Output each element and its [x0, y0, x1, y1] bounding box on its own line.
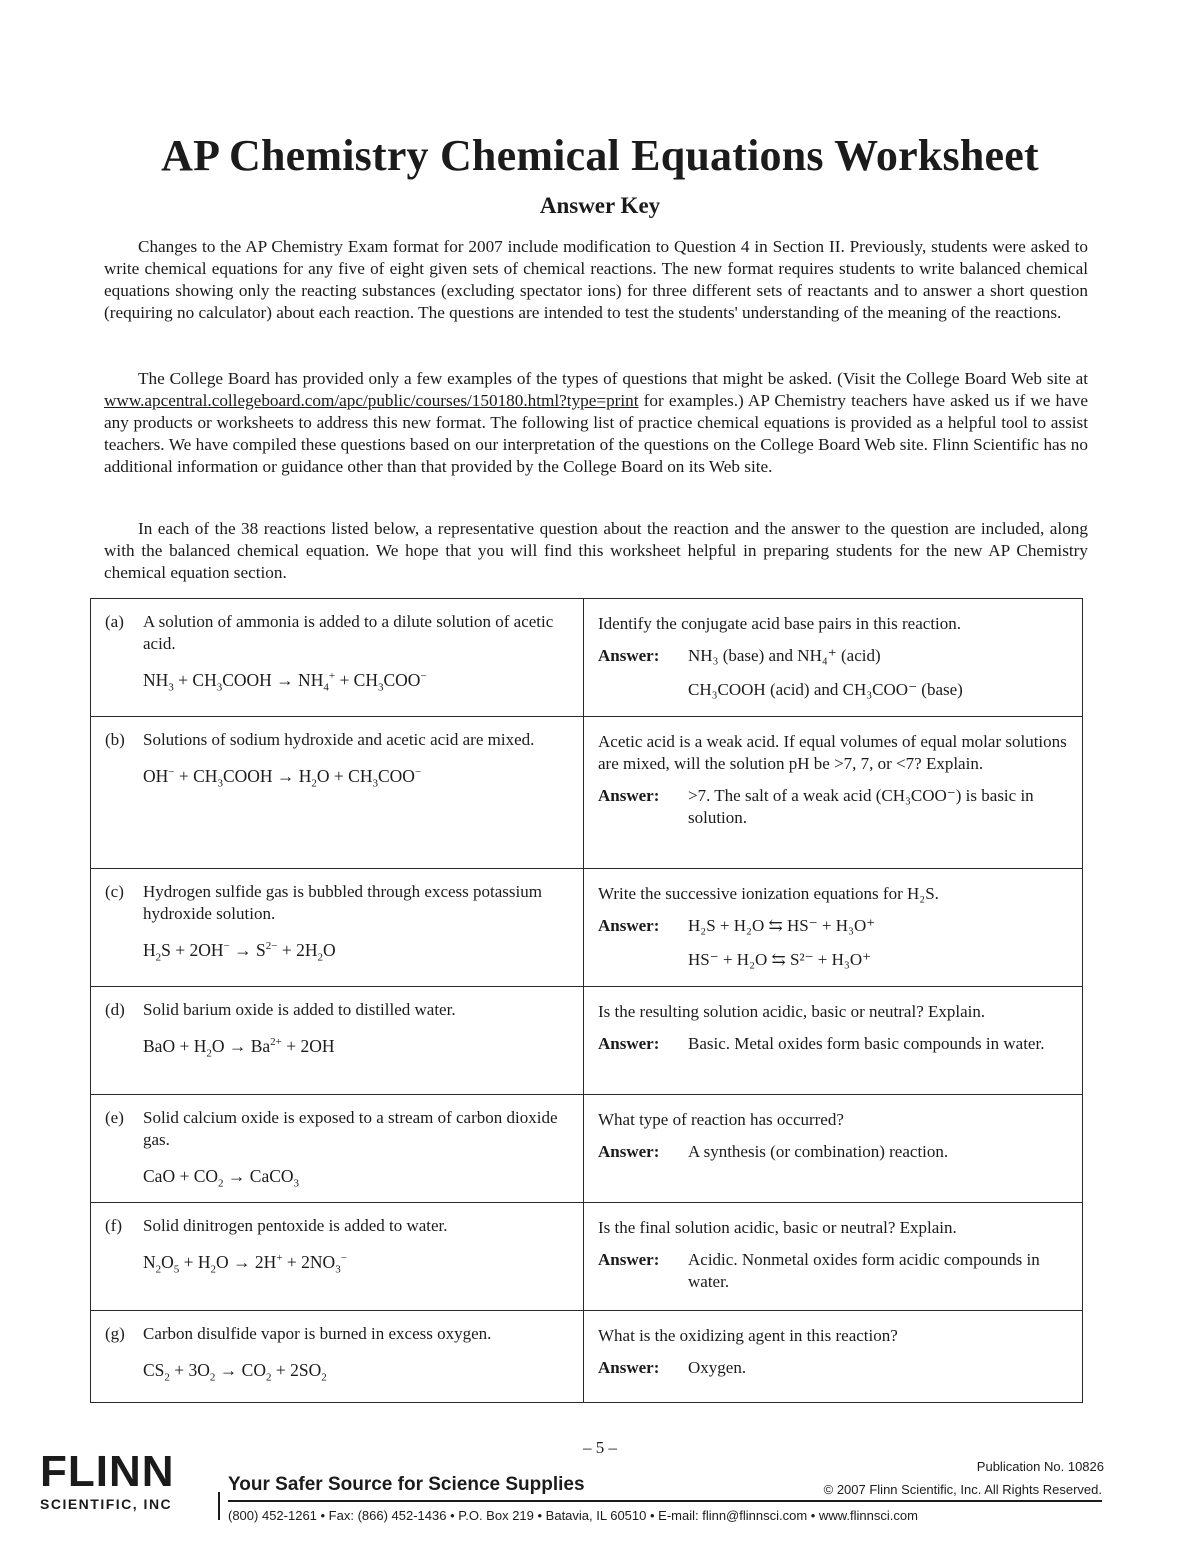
question-cell — [584, 869, 1083, 987]
reaction-cell — [91, 869, 584, 987]
reaction-letter: (f) — [105, 1216, 122, 1235]
question-cell — [584, 599, 1083, 717]
table-row — [91, 1203, 1083, 1311]
page-subtitle: Answer Key — [539, 193, 661, 218]
chemical-equation: $N_2O_5 + H_2O \to 2H^+ + 2NO_3^-$ — [143, 1252, 347, 1276]
intro-text-1: Changes to the AP Chemistry Exam format for 2007 include modification to Question 4 in Section II. Previously, students were asked to write chemical equations for any five of eight given sets of chemical reactions. The new format requires students to write balanced chemical equations showing only the reacting substances (excluding spectator ions) for three different sets of reactants and to answer a short question (requiring no calculator) about each reaction. The questions are intended to test the students' understanding of the meaning of the reactions. — [104, 237, 1088, 322]
answer-label: Answer: — [598, 1034, 660, 1053]
answer-text: H₂S + H₂O ⇆ HS⁻ + H₃O⁺ — [688, 916, 876, 935]
answer-text: Acidic. Nonmetal oxides form acidic compounds in water. — [688, 1250, 1040, 1291]
reaction-description: Solutions of sodium hydroxide and acetic acid are mixed. — [143, 730, 535, 749]
chemical-equation: $H_2S + 2OH^- \to S^{2-} + 2H_2O$ — [143, 940, 336, 964]
question-text: Write the successive ionization equations for H₂S. — [598, 884, 939, 903]
answer-text: >7. The salt of a weak acid (CH₃COO⁻) is basic in solution. — [688, 786, 1034, 827]
table-row — [91, 599, 1083, 717]
intro-text-2b: for examples.) AP Chemistry teachers have asked us if we have any products or worksheets to address this new format. The following list of practice chemical equations is provided as a helpful tool to assist teachers. We have compiled these questions based on our interpretation of the questions on the College Board Web site. Flinn Scientific has no additional information or guidance other than that provided by the College Board on its Web site. — [104, 391, 1088, 476]
question-cell — [584, 1311, 1083, 1403]
table-row — [91, 717, 1083, 869]
chemical-equation: $CS_2 + 3O_2 \to CO_2 + 2SO_2$ — [143, 1360, 327, 1384]
chemical-equation: $OH^- + CH_3COOH \to H_2O + CH_3COO^-$ — [143, 766, 422, 790]
reaction-letter: (c) — [105, 882, 124, 901]
question-text: Acetic acid is a weak acid. If equal volumes of equal molar solutions are mixed, will the solution pH be >7, 7, or <7? Explain. — [598, 732, 1067, 773]
question-cell — [584, 1203, 1083, 1311]
reaction-description: A solution of ammonia is added to a dilute solution of acetic acid. — [143, 612, 554, 653]
logo-subtext: SCIENTIFIC, INC — [40, 1496, 173, 1512]
question-text: What is the oxidizing agent in this reaction? — [598, 1326, 898, 1345]
chemical-equation: CaO + $CO_2$ → CaCO$_3$ — [143, 1166, 300, 1190]
answer-text: NH₃ (base) and NH₄⁺ (acid) — [688, 646, 881, 665]
page-number: – 5 – — [583, 1438, 617, 1457]
reaction-letter: (b) — [105, 730, 125, 749]
answer-text: A synthesis (or combination) reaction. — [688, 1142, 949, 1161]
intro-paragraph-2 — [104, 368, 1088, 478]
equations-table — [90, 598, 1083, 1403]
answer-text-line2: CH₃COOH (acid) and CH₃COO⁻ (base) — [688, 680, 963, 699]
logo-divider — [218, 1492, 220, 1520]
question-text: What type of reaction has occurred? — [598, 1110, 844, 1129]
reaction-description: Hydrogen sulfide gas is bubbled through excess potassium hydroxide solution. — [143, 882, 542, 923]
table-row — [91, 987, 1083, 1095]
answer-label: Answer: — [598, 786, 660, 805]
answer-label: Answer: — [598, 646, 660, 665]
reaction-letter: (e) — [105, 1108, 124, 1127]
table-row — [91, 1095, 1083, 1203]
reaction-letter: (g) — [105, 1324, 125, 1343]
question-text: Is the resulting solution acidic, basic or neutral? Explain. — [598, 1002, 986, 1021]
question-cell — [584, 717, 1083, 869]
reaction-description: Solid calcium oxide is exposed to a stream of carbon dioxide gas. — [143, 1108, 558, 1149]
reaction-letter: (a) — [105, 612, 124, 631]
reaction-cell — [91, 1203, 584, 1311]
footer-rule — [228, 1500, 1102, 1502]
question-text: Is the final solution acidic, basic or neutral? Explain. — [598, 1218, 957, 1237]
intro-paragraph-1 — [104, 236, 1088, 324]
question-cell — [584, 1095, 1083, 1203]
flinn-logo — [40, 1447, 225, 1520]
page-title: AP Chemistry Chemical Equations Worksheet — [161, 131, 1039, 180]
chemical-equation: $NH_3$ + $CH_3COOH \to NH_4^+ + CH_3COO^-$ — [143, 670, 427, 694]
footer-tagline: Your Safer Source for Science Supplies — [228, 1474, 585, 1495]
reaction-description: Solid dinitrogen pentoxide is added to water. — [143, 1216, 448, 1235]
intro-paragraph-3 — [104, 518, 1088, 584]
intro-text-2a: The College Board has provided only a few examples of the types of questions that might be asked. (Visit the College Board Web site at — [138, 369, 1088, 388]
publication-number: Publication No. 10826 — [976, 1459, 1104, 1474]
college-board-link[interactable]: www.apcentral.collegeboard.com/apc/public/courses/150180.html?type=print — [104, 391, 639, 410]
reaction-cell — [91, 599, 584, 717]
reaction-cell — [91, 1095, 584, 1203]
reaction-description: Solid barium oxide is added to distilled water. — [143, 1000, 456, 1019]
intro-text-3: In each of the 38 reactions listed below, a representative question about the reaction and the answer to the question are included, along with the balanced chemical equation. We hope that you will find this worksheet helpful in preparing students for the new AP Chemistry chemical equation section. — [104, 519, 1088, 582]
table-row — [91, 1311, 1083, 1403]
question-text: Identify the conjugate acid base pairs in this reaction. — [598, 614, 962, 633]
answer-text: Oxygen. — [688, 1358, 747, 1377]
question-cell — [584, 987, 1083, 1095]
reaction-cell — [91, 717, 584, 869]
answer-label: Answer: — [598, 1358, 660, 1377]
reaction-letter: (d) — [105, 1000, 125, 1019]
answer-text: Basic. Metal oxides form basic compounds in water. — [688, 1034, 1045, 1053]
logo-wordmark: FLINN — [40, 1447, 175, 1496]
reaction-cell — [91, 1311, 584, 1403]
answer-label: Answer: — [598, 916, 660, 935]
table-row — [91, 869, 1083, 987]
reaction-cell — [91, 987, 584, 1095]
reaction-description: Carbon disulfide vapor is burned in excess oxygen. — [143, 1324, 492, 1343]
answer-text-line2: HS⁻ + H₂O ⇆ S²⁻ + H₃O⁺ — [688, 950, 872, 969]
copyright-notice: © 2007 Flinn Scientific, Inc. All Rights Reserved. — [823, 1482, 1102, 1497]
answer-label: Answer: — [598, 1250, 660, 1269]
footer-contact: (800) 452-1261 • Fax: (866) 452-1436 • P.O. Box 219 • Batavia, IL 60510 • E-mail: flinn@flinnsci.com • www.flinnsci.com — [228, 1508, 918, 1523]
chemical-equation: BaO + $H_2O \to Ba^{2+} + 2OH$ — [143, 1036, 335, 1060]
answer-label: Answer: — [598, 1142, 660, 1161]
